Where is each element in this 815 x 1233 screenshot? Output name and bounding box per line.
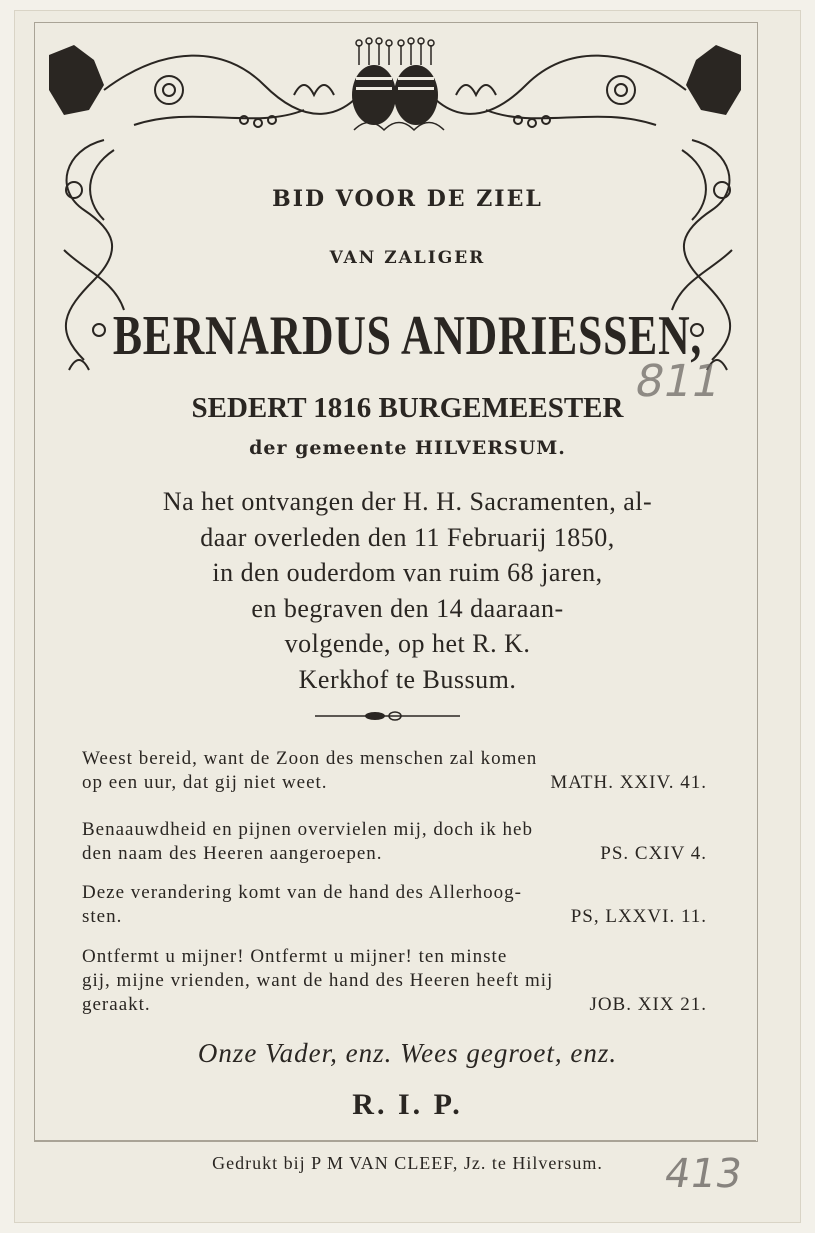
ornamental-divider <box>315 710 460 722</box>
deceased-name: BERNARDUS ANDRIESSEN, <box>112 305 703 367</box>
verse-text: Weest bereid, want de Zoon des menschen zal komen <box>82 748 538 769</box>
prayer-line: Onze Vader, enz. Wees gegroet, enz. <box>197 1038 618 1068</box>
biography-text <box>0 484 815 697</box>
floral-ornament-top <box>44 35 746 135</box>
rip-text: R. I. P. <box>352 1088 463 1121</box>
municipality-line: der gemeente HILVERSUM. <box>249 437 566 459</box>
biography-line: Na het ontvangen der H. H. Sacramenten, al- <box>162 487 653 516</box>
printer-credit: Gedrukt bij P M VAN CLEEF, Jz. te Hilversum. <box>212 1153 603 1173</box>
handwritten-number-lower: 413 <box>660 1151 746 1197</box>
scripture-verse <box>82 945 707 1017</box>
verse-reference: JOB. XIX 21. <box>589 994 707 1015</box>
footer-rule <box>34 1140 756 1141</box>
verse-text: Deze verandering komt van de hand des Allerhoog- <box>82 882 523 903</box>
scripture-verse <box>82 747 707 795</box>
verse-text: gij, mijne vrienden, want de hand des Heeren heeft mij <box>82 970 554 991</box>
biography-line: volgende, op het R. K. <box>284 629 531 658</box>
heading-prayer-for-soul: BID VOOR DE ZIEL <box>272 186 543 212</box>
verse-reference: PS, LXXVI. 11. <box>570 906 707 927</box>
verse-reference: PS. CXIV 4. <box>600 843 707 864</box>
verse-reference: MATH. XXIV. 41. <box>550 772 707 793</box>
verse-text: sten. <box>82 906 123 927</box>
heading-van-zaliger: VAN ZALIGER <box>329 248 486 268</box>
verse-text: op een uur, dat gij niet weet. <box>82 772 328 793</box>
office-title: SEDERT 1816 BURGEMEESTER <box>191 392 624 424</box>
handwritten-number-upper: 811 <box>630 356 726 407</box>
verse-text: den naam des Heeren aangeroepen. <box>82 843 383 864</box>
verse-text: Ontfermt u mijner! Ontfermt u mijner! ten minste <box>82 946 508 967</box>
verse-text: geraakt. <box>82 994 151 1015</box>
biography-line: daar overleden den 11 Februarij 1850, <box>200 522 615 552</box>
scripture-verse <box>82 881 707 929</box>
biography-line: in den ouderdom van ruim 68 jaren, <box>212 558 603 587</box>
verse-text: Benaauwdheid en pijnen overvielen mij, doch ik heb <box>82 819 533 840</box>
biography-line: en begraven den 14 daaraan- <box>251 593 564 623</box>
scripture-verse <box>82 818 707 866</box>
biography-line: Kerkhof te Bussum. <box>298 664 517 694</box>
